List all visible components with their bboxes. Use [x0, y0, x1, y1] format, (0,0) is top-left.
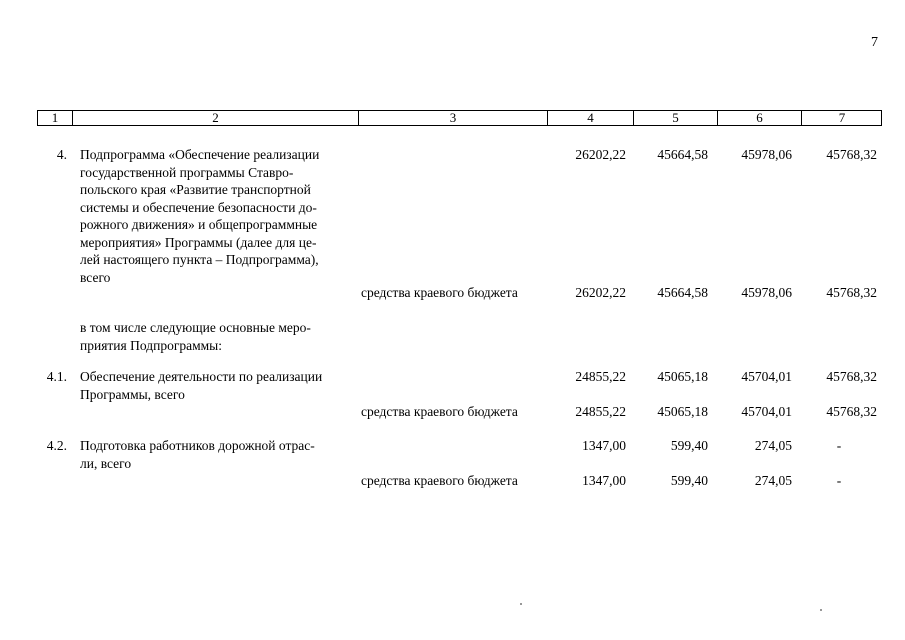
section-4-value-col5: 45664,58 — [657, 147, 708, 162]
section-4-source-col6: 45978,06 — [741, 285, 792, 300]
section-4-source-col7: 45768,32 — [826, 285, 877, 300]
section-4-1-source: средства краевого бюджета — [361, 404, 518, 419]
desc-line: лей настоящего пункта – Подпрограмма), — [80, 252, 319, 267]
section-4-2-value-col4: 1347,00 — [582, 438, 626, 453]
section-4-2-value-col7: - — [836, 438, 842, 453]
desc-line: Обеспечение деятельности по реализации — [80, 369, 323, 384]
section-4-2-source-col5: 599,40 — [670, 473, 708, 488]
desc-line: польского края «Развитие транспортной — [80, 182, 311, 197]
section-4-1-description — [80, 368, 353, 403]
section-4-description — [80, 146, 353, 286]
section-4-1-value-col5: 45065,18 — [657, 369, 708, 384]
section-4-value-col4: 26202,22 — [575, 147, 626, 162]
section-4-1-value-col6: 45704,01 — [741, 369, 792, 384]
section-4-2-value-col6: 274,05 — [754, 438, 792, 453]
section-4-1-number: 4.1. — [46, 369, 67, 384]
section-4-1-source-col7: 45768,32 — [826, 404, 877, 419]
desc-line: государственной программы Ставро- — [80, 164, 294, 180]
desc-line: Подготовка работников дорожной отрас- — [80, 438, 315, 453]
section-4-1-source-col5: 45065,18 — [657, 404, 708, 419]
section-4-2-value-col5: 599,40 — [670, 438, 708, 453]
section-4-2-source-col7: - — [836, 473, 842, 488]
desc-line: Программы, всего — [80, 386, 185, 402]
section-4-value-col7: 45768,32 — [826, 147, 877, 162]
column-header-5: 5 — [633, 111, 717, 125]
section-4-source-col5: 45664,58 — [657, 285, 708, 300]
column-header-3: 3 — [358, 111, 547, 125]
including-text — [80, 319, 353, 354]
desc-line: рожного движения» и общепрограммные — [80, 217, 318, 232]
section-4-1-value-col4: 24855,22 — [575, 369, 626, 384]
section-4-source-col4: 26202,22 — [575, 285, 626, 300]
section-4-source: средства краевого бюджета — [361, 285, 518, 300]
scan-speck — [820, 609, 822, 611]
desc-line: приятия Подпрограммы: — [80, 337, 223, 353]
section-4-1-value-col7: 45768,32 — [826, 369, 877, 384]
section-4-2-source-col6: 274,05 — [754, 473, 792, 488]
section-4-2-source-col4: 1347,00 — [582, 473, 626, 488]
column-header-6: 6 — [717, 111, 801, 125]
section-4-2-source: средства краевого бюджета — [361, 473, 518, 488]
section-4-number: 4. — [56, 147, 67, 162]
desc-line: всего — [80, 269, 111, 285]
desc-line: системы и обеспечение безопасности до- — [80, 199, 317, 215]
column-header-4: 4 — [547, 111, 633, 125]
section-4-1-source-col6: 45704,01 — [741, 404, 792, 419]
section-4-1-source-col4: 24855,22 — [575, 404, 626, 419]
desc-line: Подпрограмма «Обеспечение реализации — [80, 147, 320, 162]
page-number: 7 — [871, 35, 878, 50]
section-4-2-description — [80, 437, 353, 472]
column-header-row — [37, 110, 882, 126]
section-4-value-col6: 45978,06 — [741, 147, 792, 162]
scan-speck — [520, 603, 522, 605]
column-header-2: 2 — [72, 111, 358, 125]
desc-line: в том числе следующие основные меро- — [80, 320, 311, 335]
desc-line: мероприятия» Программы (далее для це- — [80, 234, 317, 250]
column-header-7: 7 — [801, 111, 882, 125]
section-4-2-number: 4.2. — [46, 438, 67, 453]
desc-line: ли, всего — [80, 455, 132, 471]
column-header-1: 1 — [51, 110, 59, 125]
